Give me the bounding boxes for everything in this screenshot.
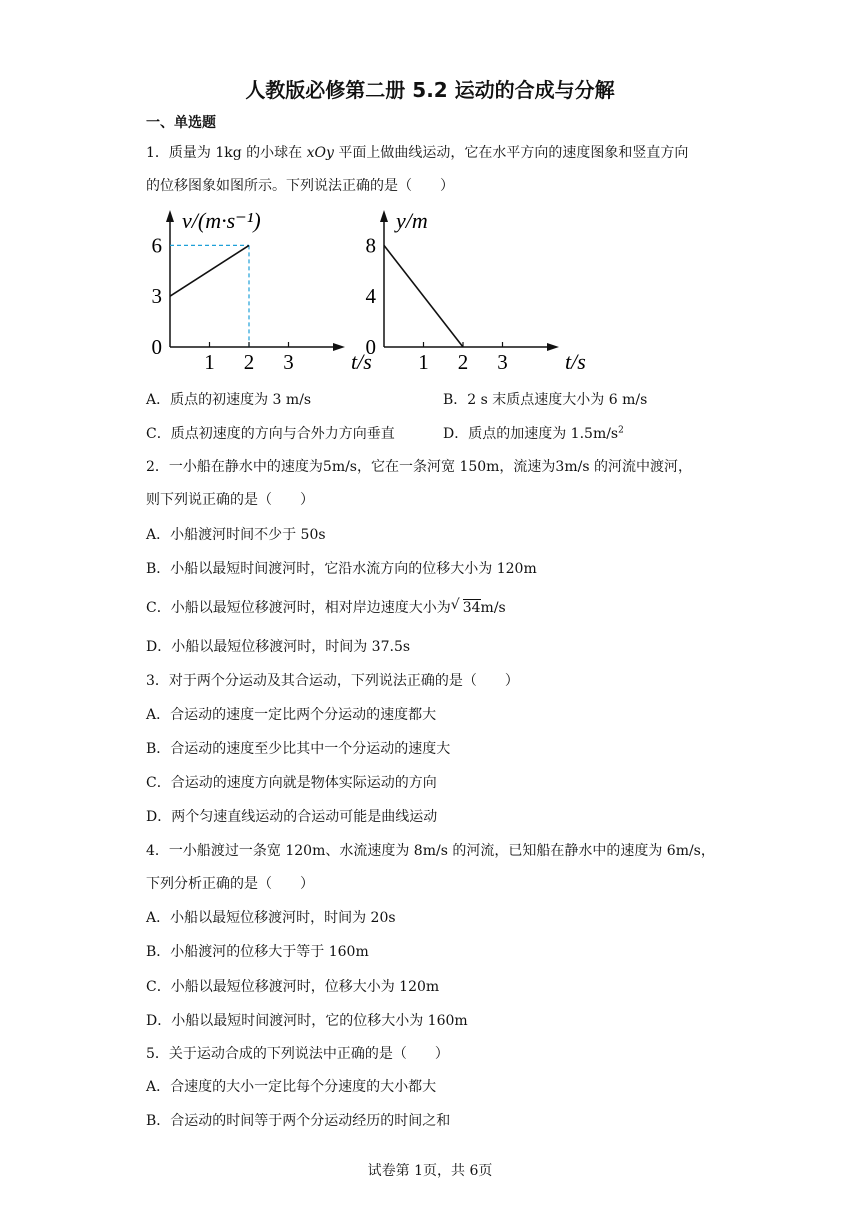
y-tick-label-4: 4 (365, 284, 376, 309)
x-tick-label-1: 1 (204, 350, 215, 374)
q3-stem: 3．对于两个分运动及其合运动，下列说法正确的是（ ） (146, 673, 519, 689)
y-axis-label: v/(m·s⁻¹) (182, 208, 261, 233)
sqrt-expression (451, 599, 481, 616)
y-tick-label-8: 8 (365, 233, 376, 258)
x-tick-label-2: 2 (243, 350, 255, 374)
q2-option-c-unit: m/s (480, 600, 506, 616)
q3-option-c[interactable]: C．合运动的速度方向就是物体实际运动的方向 (146, 775, 437, 791)
q3-option-d[interactable]: D．两个匀速直线运动的合运动可能是曲线运动 (146, 809, 438, 825)
sqrt-sign: √ (450, 597, 460, 613)
x-axis-label: t/s (351, 349, 372, 374)
q2-option-d[interactable]: D．小船以最短位移渡河时，时间为 37.5s (146, 639, 411, 655)
y-tick-label-3: 3 (151, 284, 162, 309)
q3-option-a[interactable]: A．合运动的速度一定比两个分运动的速度都大 (146, 707, 437, 723)
q1-stem-text-b: 平面上做曲线运动，它在水平方向的速度图象和竖直方向 (333, 145, 689, 161)
q2-option-c-text: C．小船以最短位移渡河时，相对岸边速度大小为 (146, 600, 451, 616)
velocity-time-chart (140, 200, 372, 380)
q5-option-a[interactable]: A．合速度的大小一定比每个分速度的大小都大 (146, 1079, 437, 1095)
q3-option-b[interactable]: B．合运动的速度至少比其中一个分运动的速度大 (146, 741, 451, 757)
q4-stem-line1: 4．一小船渡过一条宽 120m、水流速度为 8m/s 的河流，已知船在静水中的速度为 6m/s， (146, 843, 715, 859)
q1-stem-math: xOy (306, 145, 334, 161)
q1-option-d-text: D．质点的加速度为 1.5m/s (443, 426, 619, 442)
sqrt-radicand: 34 (462, 600, 481, 616)
q2-option-c[interactable] (146, 597, 506, 617)
q1-option-d-exponent: 2 (618, 425, 624, 436)
q5-stem: 5．关于运动合成的下列说法中正确的是（ ） (146, 1046, 449, 1062)
section-heading: 一、单选题 (146, 115, 216, 131)
x-axis-arrow (333, 343, 345, 351)
q2-stem-line2: 则下列说正确的是（ ） (146, 492, 314, 508)
q5-option-b[interactable]: B．合运动的时间等于两个分运动经历的时间之和 (146, 1113, 451, 1129)
series-line-0 (170, 245, 249, 296)
q1-stem-line1 (146, 142, 688, 162)
y-axis-label: y/m (396, 208, 428, 233)
series-line-0 (384, 245, 463, 347)
q4-option-b[interactable]: B．小船渡河的位移大于等于 160m (146, 944, 369, 960)
q2-option-a[interactable]: A．小船渡河时间不少于 50s (146, 527, 326, 543)
q1-option-d[interactable] (443, 423, 624, 443)
x-tick-label-2: 2 (457, 350, 469, 374)
displacement-time-chart (354, 200, 586, 380)
q1-option-a[interactable]: A．质点的初速度为 3 m/s (146, 392, 312, 408)
document-title: 人教版必修第二册 5.2 运动的合成与分解 (245, 78, 615, 102)
page-footer: 试卷第 1页，共 6页 (367, 1163, 493, 1179)
x-tick-label-3: 3 (283, 350, 294, 374)
x-axis-label: t/s (565, 349, 586, 374)
x-tick-label-1: 1 (418, 350, 429, 374)
y-axis-arrow (166, 210, 174, 222)
y-tick-label-6: 6 (151, 233, 162, 258)
q2-option-b[interactable]: B．小船以最短时间渡河时，它沿水流方向的位移大小为 120m (146, 561, 537, 577)
x-axis-arrow (547, 343, 559, 351)
origin-label: 0 (151, 335, 162, 359)
q4-stem-line2: 下列分析正确的是（ ） (146, 876, 314, 892)
origin-label: 0 (365, 335, 376, 359)
y-axis-arrow (380, 210, 388, 222)
q4-option-c[interactable]: C．小船以最短位移渡河时，位移大小为 120m (146, 979, 440, 995)
q1-stem-text-a: 1．质量为 1kg 的小球在 (146, 145, 307, 161)
x-tick-label-3: 3 (497, 350, 508, 374)
q4-option-a[interactable]: A．小船以最短位移渡河时，时间为 20s (146, 910, 396, 926)
q2-stem-line1: 2．一小船在静水中的速度为5m/s，它在一条河宽 150m，流速为3m/s 的河流中渡河， (146, 459, 692, 475)
q1-option-b[interactable]: B．2 s 末质点速度大小为 6 m/s (443, 392, 648, 408)
q4-option-d[interactable]: D．小船以最短时间渡河时，它的位移大小为 160m (146, 1013, 468, 1029)
q1-option-c[interactable]: C．质点初速度的方向与合外力方向垂直 (146, 426, 395, 442)
q1-stem-line2: 的位移图象如图所示。下列说法正确的是（ ） (146, 178, 454, 194)
